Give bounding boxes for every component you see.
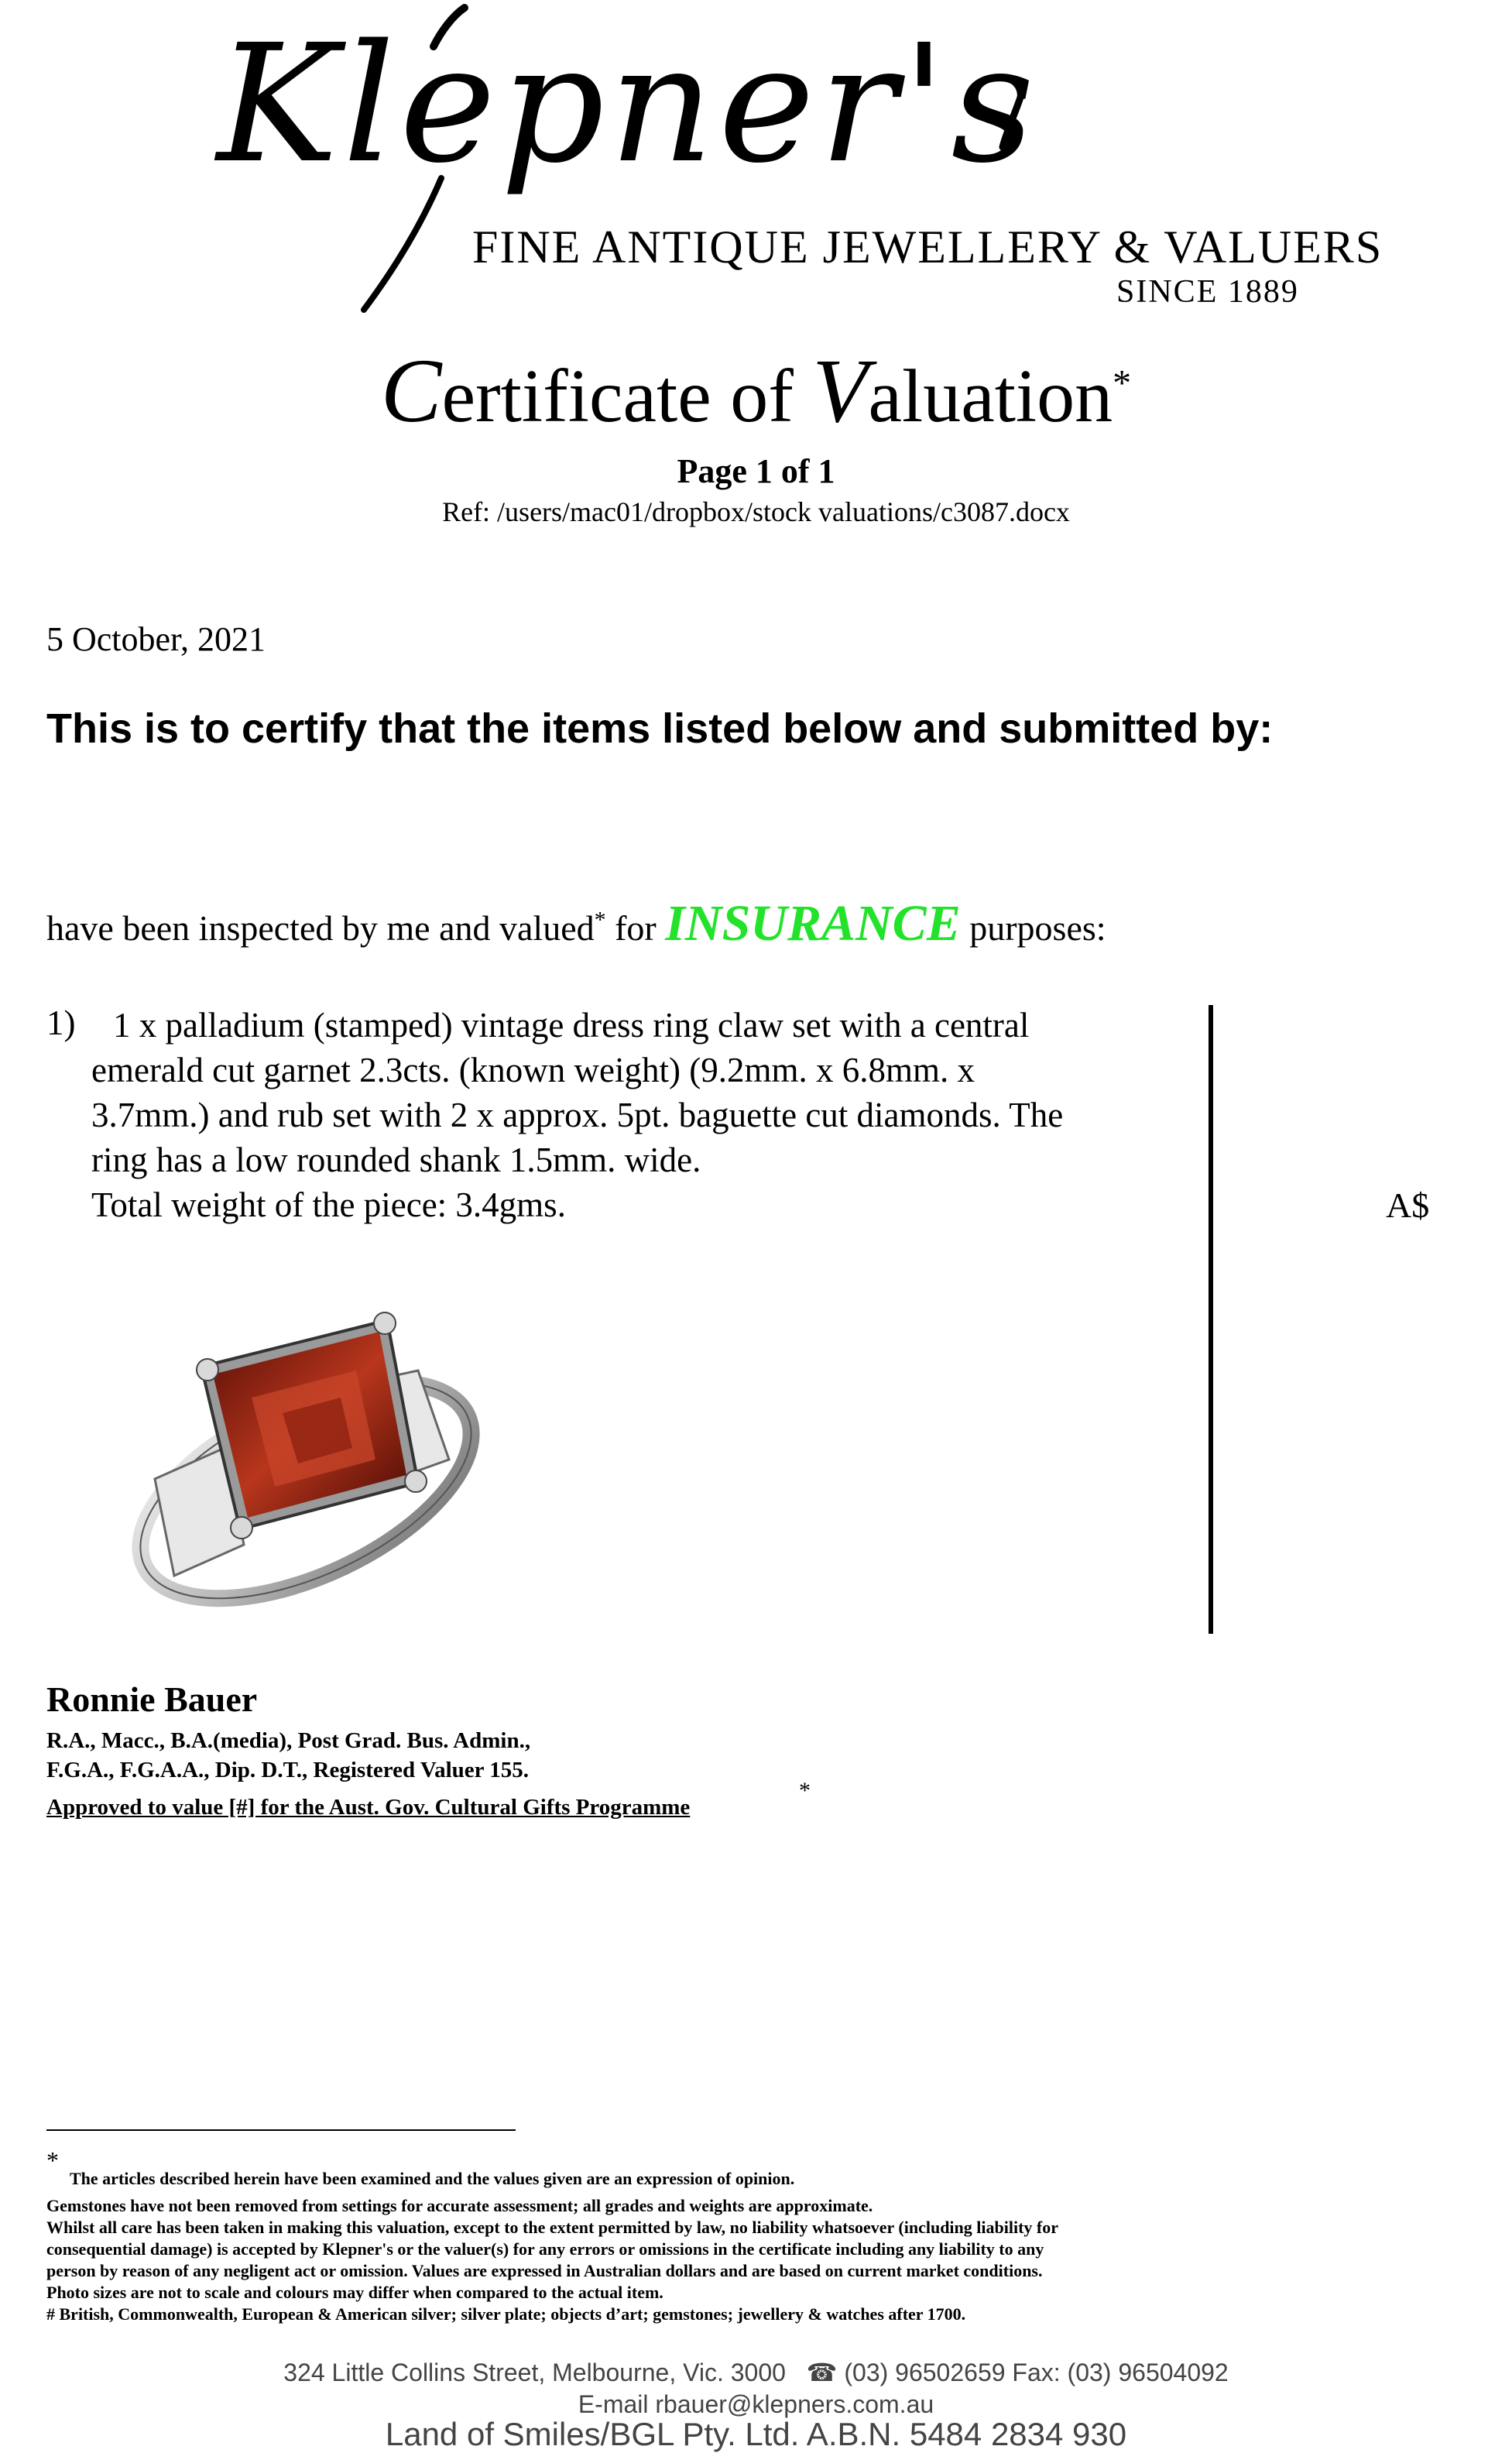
- footnote-line: The articles described herein have been examined and the values given are an expression of opinion.: [70, 2169, 795, 2188]
- item-line: ring has a low rounded shank 1.5mm. wide.: [91, 1141, 701, 1179]
- footnote-divider: [46, 2129, 516, 2131]
- purpose-insurance: INSURANCE: [665, 895, 961, 952]
- footnote-line: Whilst all care has been taken in making this valuation, except to the extent permitted by law, no liability whatsoever (including liability for: [46, 2218, 1058, 2237]
- item-line: Total weight of the piece: 3.4gms.: [91, 1185, 566, 1224]
- certify-statement: This is to certify that the items listed below and submitted by:: [46, 705, 1274, 752]
- footer-email: E-mail rbauer@klepners.com.au: [578, 2390, 934, 2418]
- title-asterisk: *: [1113, 362, 1132, 404]
- phone-icon: ☎: [806, 2359, 838, 2386]
- title-part-2: aluation: [868, 355, 1113, 438]
- currency-label: A$: [1386, 1185, 1430, 1225]
- address-text: 324 Little Collins Street, Melbourne, Vic. 3000: [283, 2359, 786, 2386]
- ring-photo: [108, 1289, 511, 1630]
- footnote-line: person by reason of any negligent act or omission. Values are expressed in Australian dollars and are based on current market conditions.: [46, 2261, 1043, 2280]
- item-line: 3.7mm.) and rub set with 2 x approx. 5pt. baguette cut diamonds. The: [91, 1096, 1064, 1134]
- inspection-for: for: [605, 908, 666, 948]
- logo-wordmark: Klepner's: [217, 9, 1040, 199]
- inspection-statement: [46, 894, 1106, 953]
- inspection-purposes: purposes:: [960, 908, 1106, 948]
- logo-tagline: FINE ANTIQUE JEWELLERY & VALUERS: [472, 221, 1383, 273]
- approval-asterisk: *: [799, 1778, 811, 1803]
- item-line: emerald cut garnet 2.3cts. (known weight) (9.2mm. x 6.8mm. x: [91, 1051, 975, 1089]
- footnote-line: Gemstones have not been removed from settings for accurate assessment; all grades and weights are approximate.: [46, 2196, 873, 2215]
- footnote-line: consequential damage) is accepted by Klepner's or the valuer(s) for any errors or omissions in the certificate including any liability to any: [46, 2239, 1044, 2259]
- footer-company: Land of Smiles/BGL Pty. Ltd. A.B.N. 5484 2834 930: [385, 2416, 1127, 2452]
- item-number: 1): [46, 1004, 76, 1042]
- logo-since: SINCE 1889: [1116, 274, 1299, 310]
- valuer-name: Ronnie Bauer: [46, 1679, 258, 1719]
- inspection-asterisk: *: [594, 907, 606, 933]
- title-part-1: ertificate of: [441, 355, 813, 438]
- value-column-divider: [1209, 1005, 1213, 1634]
- page-number: Page 1 of 1: [677, 452, 835, 490]
- inspection-text: have been inspected by me and valued: [46, 908, 595, 948]
- item-line: 1 x palladium (stamped) vintage dress ring claw set with a central: [113, 1006, 1030, 1045]
- title-initial-v: V: [812, 340, 869, 441]
- certificate-title: [0, 341, 1512, 441]
- footer-address: [0, 2358, 1512, 2387]
- footnote-line: Photo sizes are not to scale and colours may differ when compared to the actual item.: [46, 2283, 663, 2302]
- valuer-credentials: R.A., Macc., B.A.(media), Post Grad. Bus. Admin.,: [46, 1728, 531, 1753]
- item-description: [91, 1003, 1206, 1227]
- phone-fax: (03) 96502659 Fax: (03) 96504092: [844, 2359, 1229, 2386]
- valuer-credentials: F.G.A., F.G.A.A., Dip. D.T., Registered Valuer 155.: [46, 1758, 530, 1782]
- approval-statement: Approved to value [#] for the Aust. Gov. Cultural Gifts Programme: [46, 1795, 691, 1820]
- valuation-date: 5 October, 2021: [46, 620, 266, 658]
- footnote-line: # British, Commonwealth, European & American silver; silver plate; objects d’art; gemstones; jewellery & watches after 1700.: [46, 2304, 966, 2324]
- title-initial-c: C: [380, 340, 442, 441]
- footnote-asterisk: *: [46, 2146, 59, 2174]
- reference-path: Ref: /users/mac01/dropbox/stock valuations/c3087.docx: [442, 496, 1070, 527]
